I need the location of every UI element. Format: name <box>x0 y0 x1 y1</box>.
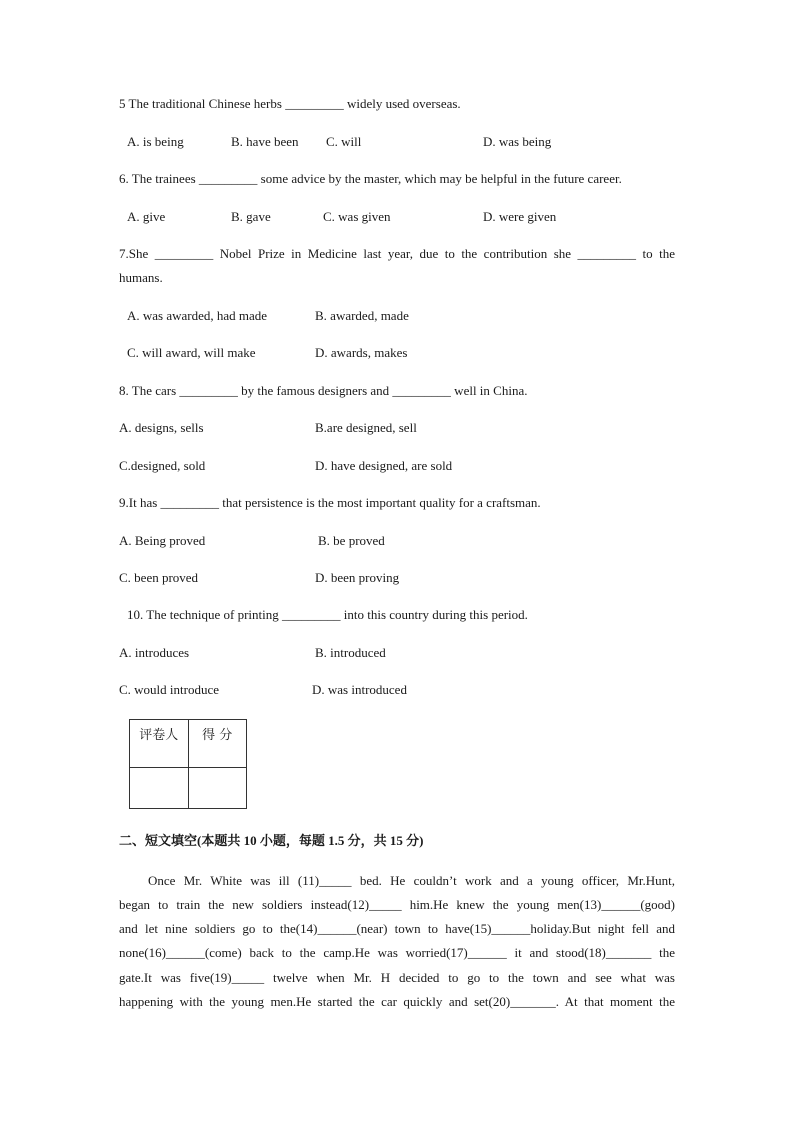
question-10-stem: 10. The technique of printing _________ into this country during this period. <box>127 607 528 622</box>
passage-line: happening with the young men.He started the car quickly and set(20)_______. At that moment the <box>119 994 675 1009</box>
question-6-stem: 6. The trainees _________ some advice by the master, which may be helpful in the future career. <box>119 171 622 186</box>
question-10-option-a: A. introduces <box>119 645 190 660</box>
question-9-option-c: C. been proved <box>119 570 199 585</box>
grade-table <box>129 719 247 809</box>
question-8-option-d: D. have designed, are sold <box>315 458 453 473</box>
question-7-option-d: D. awards, makes <box>315 345 408 360</box>
question-7-option-b: B. awarded, made <box>315 308 409 323</box>
passage-line: gate.It was five(19)_____ twelve when Mr. H decided to go to the town and see what was <box>119 970 675 985</box>
question-8-option-a: A. designs, sells <box>119 420 204 435</box>
question-9-stem: 9.It has _________ that persistence is the most important quality for a craftsman. <box>119 495 541 510</box>
score-cell[interactable] <box>188 768 247 809</box>
passage-line: and let nine soldiers go to the(14)______(near) town to have(15)______holiday.But night fell and <box>119 921 675 936</box>
question-6-option-a: A. give <box>127 209 166 224</box>
grader-cell[interactable] <box>130 768 189 809</box>
passage-line: began to train the new soldiers instead(12)_____ him.He knew the young men(13)______(good) <box>119 897 675 912</box>
question-5-option-d: D. was being <box>483 134 552 149</box>
question-6-option-b: B. gave <box>231 209 271 224</box>
question-7-option-c: C. will award, will make <box>127 345 256 360</box>
question-5-option-c: C. will <box>326 134 362 149</box>
question-5-option-b: B. have been <box>231 134 299 149</box>
question-9-option-b: B. be proved <box>318 533 385 548</box>
question-7-option-a: A. was awarded, had made <box>127 308 268 323</box>
question-9-option-d: D. been proving <box>315 570 400 585</box>
question-8-option-c: C.designed, sold <box>119 458 206 473</box>
passage-line: Once Mr. White was ill (11)_____ bed. He couldn’t work and a young officer, Mr.Hunt, <box>148 873 675 888</box>
question-10-option-c: C. would introduce <box>119 682 220 697</box>
question-6-option-c: C. was given <box>323 209 391 224</box>
question-8-stem: 8. The cars _________ by the famous designers and _________ well in China. <box>119 383 528 398</box>
question-10-option-d: D. was introduced <box>312 682 407 697</box>
passage-line: none(16)______(come) back to the camp.He was worried(17)______ it and stood(18)_______ the <box>119 945 675 960</box>
question-9-option-a: A. Being proved <box>119 533 206 548</box>
score-label: 得 分 <box>188 720 247 768</box>
question-7-stem-line1: 7.She _________ Nobel Prize in Medicine last year, due to the contribution she _________ to the <box>119 246 675 261</box>
question-6-option-d: D. were given <box>483 209 557 224</box>
question-5-stem: 5 The traditional Chinese herbs _________ widely used overseas. <box>119 96 461 111</box>
question-10-option-b: B. introduced <box>315 645 386 660</box>
question-7-stem-line2: humans. <box>119 270 163 285</box>
question-5-option-a: A. is being <box>127 134 184 149</box>
section-2-heading: 二、短文填空(本题共 10 小题，每题 1.5 分，共 15 分) <box>119 833 424 848</box>
grader-label: 评卷人 <box>130 720 189 768</box>
question-8-option-b: B.are designed, sell <box>315 420 417 435</box>
